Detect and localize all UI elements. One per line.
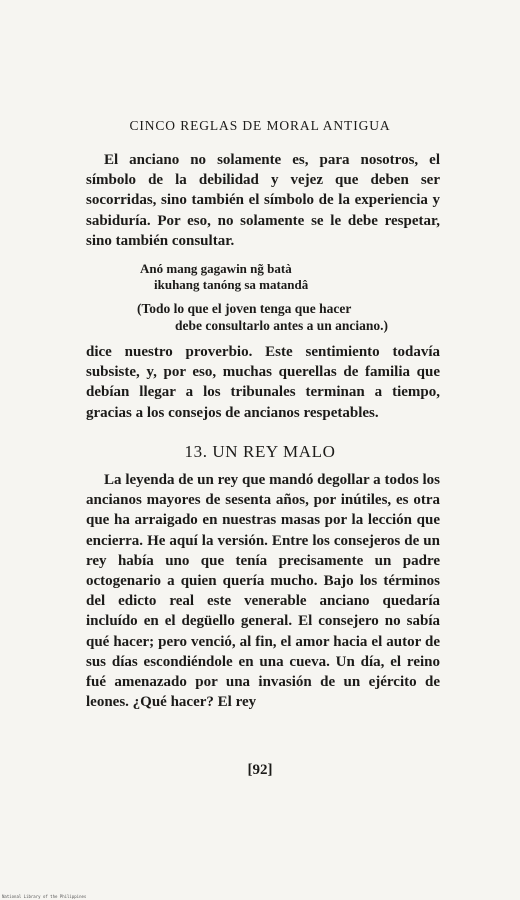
proverb-tagalog-line-2: ikuhang tanóng sa matandâ bbox=[154, 277, 309, 292]
paragraph-elder-symbol: El anciano no solamente es, para nosotros, el símbolo de la debilidad y vejez que deben ser socorridas, sino también el símbolo de la experiencia y sabiduría. Por eso, no solamente se le debe respetar, sino también consultar. bbox=[86, 152, 440, 249]
running-head: CINCO REGLAS DE MORAL ANTIGUA bbox=[129, 118, 391, 133]
page-number: [92] bbox=[247, 762, 273, 778]
proverb-spanish-line-1: (Todo lo que el joven tenga que hacer bbox=[137, 301, 352, 316]
library-stamp: National Library of the Philippines bbox=[2, 894, 87, 899]
proverb-tagalog-line-1: Anó mang gagawin ng̃ batà bbox=[140, 261, 292, 276]
proverb-spanish bbox=[137, 300, 388, 334]
paragraph-proverb-comment: dice nuestro proverbio. Este sentimiento todavía subsiste, y, por eso, muchas querellas de familia que debían llegar a los tribunales terminan a tiempo, gracias a los consejos de ancianos respetables. bbox=[86, 344, 440, 421]
proverb-spanish-line-2: debe consultarlo antes a un anciano.) bbox=[175, 318, 389, 333]
section-title: 13. UN REY MALO bbox=[184, 442, 336, 461]
paragraph-legend: La leyenda de un rey que mandó degollar a todos los ancianos mayores de sesenta años, por inútiles, es otra que ha arraigado en nuestras masas por la lección que encierra. He aquí la versión. Entre los consejeros de un rey había uno que tenía precisamente un padre octogenario a quien quería mucho. Bajo los términos del edicto real este venerable anciano quedaría incluído en el degüello general. El consejero no sabía qué hacer; pero venció, al fin, el amor hacia el autor de sus días escondiéndole en una cueva. Un día, el reino fué amenazado por una invasión de un ejército de leones. ¿Qué hacer? El rey bbox=[86, 472, 440, 711]
proverb-tagalog bbox=[140, 261, 308, 293]
